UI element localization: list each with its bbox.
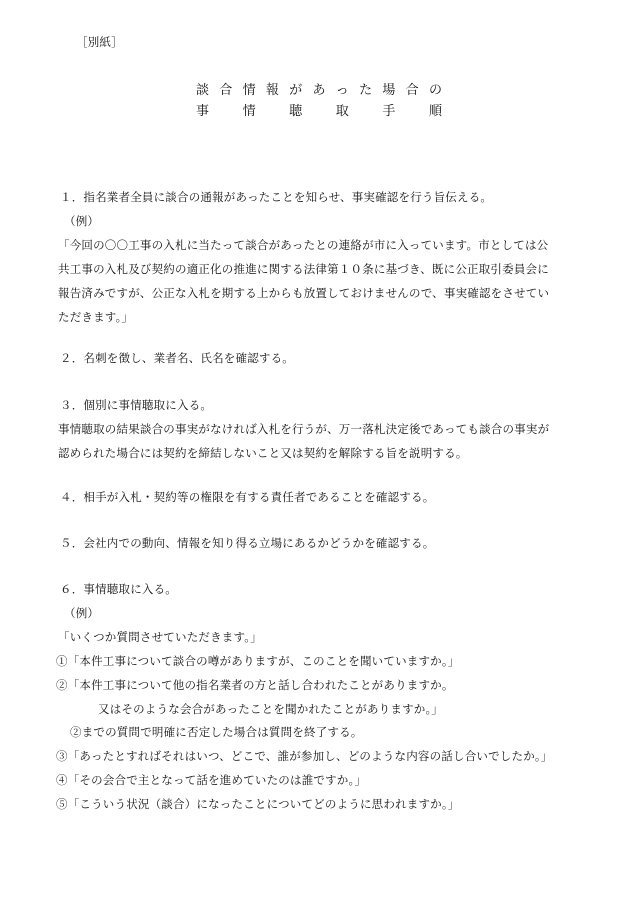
question-2: ②「本件工事について他の指名業者の方と話し合われたことがありますか。: [56, 678, 454, 692]
title-char: 場: [382, 83, 396, 98]
title-char: 手: [382, 104, 396, 119]
section-1-body-line: ただきます。」: [58, 310, 134, 324]
title-char: が: [289, 83, 303, 98]
section-2-heading: ２．名刺を徴し、業者名、氏名を確認する。: [60, 351, 294, 365]
section-6-intro: 「いくつか質問させていただきます。」: [58, 630, 262, 644]
section-6-example-label: （例）: [64, 606, 100, 620]
question-5: ⑤「こういう状況（談合）になったことについてどのように思われますか。」: [56, 797, 460, 811]
title-char: 順: [428, 104, 442, 119]
title-char: あ: [312, 83, 326, 98]
section-4-heading: ４．相手が入札・契約等の権限を有する責任者であることを確認する。: [60, 490, 435, 504]
section-3-heading: ３．個別に事情聴取に入る。: [60, 398, 213, 412]
section-3-body-line: 認められた場合には契約を締結しないこと又は契約を解除する旨を説明する。: [58, 446, 468, 460]
document-title-line2: [196, 100, 442, 119]
document-title-line1: [196, 79, 442, 98]
title-char: 取: [335, 104, 349, 119]
section-1-heading: １．指名業者全員に談合の通報があったことを知らせ、事実確認を行う旨伝える。: [60, 190, 493, 204]
title-char: 合: [405, 83, 419, 98]
title-char: 情: [242, 83, 256, 98]
title-char: 合: [219, 83, 233, 98]
section-1-body-line: 「今回の〇〇工事の入札に当たって談合があったとの連絡が市に入っています。市としては公: [58, 238, 549, 252]
question-4: ④「その会合で主となって話を進めていたのは誰ですか。」: [56, 773, 367, 787]
title-char: 情: [242, 104, 256, 119]
title-char: 談: [196, 83, 210, 98]
section-6-heading: ６．事情聴取に入る。: [60, 582, 177, 596]
question-note: ②までの質問で明確に否定した場合は質問を終了する。: [70, 725, 363, 739]
title-char: の: [428, 83, 442, 98]
attachment-label: ［別紙］: [76, 35, 123, 49]
question-2-continuation: 又はそのような会合があったことを聞かれたことがありますか。」: [98, 702, 444, 716]
question-3: ③「あったとすればそれはいつ、どこで、誰が参加し、どのような内容の話し合いでしたか。」: [56, 749, 553, 763]
question-1: ①「本件工事について談合の噂がありますが、このことを聞いていますか。」: [56, 654, 460, 668]
section-1-body-line: 報告済みですが、公正な入札を期する上からも放置しておけませんので、事実確認をさせてい: [58, 286, 550, 300]
title-char: 報: [265, 83, 279, 98]
title-char: っ: [335, 83, 349, 98]
section-3-body-line: 事情聴取の結果談合の事実がなければ入札を行うが、万一落札決定後であっても談合の事実が: [58, 422, 550, 436]
title-char: た: [359, 83, 373, 98]
section-5-heading: ５．会社内での動向、情報を知り得る立場にあるかどうかを確認する。: [60, 536, 435, 550]
section-1-body-line: 共工事の入札及び契約の適正化の推進に関する法律第１０条に基づき、既に公正取引委員会に: [58, 262, 549, 276]
section-1-example-label: （例）: [64, 214, 100, 228]
title-char: 聴: [289, 104, 303, 119]
title-char: 事: [196, 104, 210, 119]
